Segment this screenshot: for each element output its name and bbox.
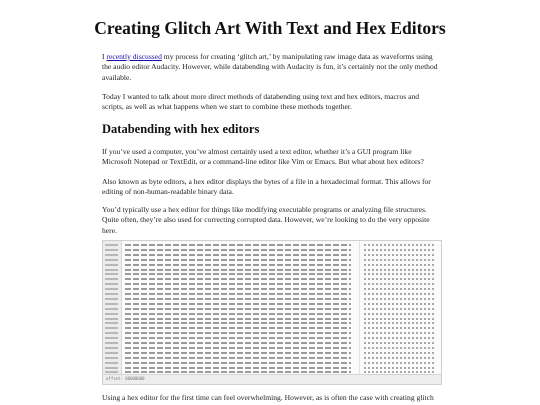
hex-bytes-grid — [125, 241, 353, 375]
hex-bytes-line — [125, 269, 351, 271]
hex-offset-line — [105, 308, 118, 310]
hex-offset-line — [105, 347, 118, 349]
paragraph-byte-editors: Also known as byte editors, a hex editor displays the bytes of a file in a hexadecimal format. This allows for editing of non-human-readable binary data. — [102, 177, 431, 197]
hex-offset-line — [105, 278, 118, 280]
hex-ascii-line — [364, 298, 434, 300]
hex-offset-line — [105, 367, 118, 369]
paragraph-text-editors: If you’ve used a computer, you’ve almost certainly used a text editor, whether it’s a GUI program like Microsoft Notepad or TextEdit, or a command-line editor like Vim or Emacs. But what about hex editors? — [102, 147, 424, 167]
hex-bytes-line — [125, 322, 351, 324]
hex-offset-line — [105, 322, 118, 324]
hex-bytes-line — [125, 357, 351, 359]
hex-offset-column — [103, 241, 122, 375]
hex-offset-line — [105, 288, 118, 290]
article-title: Creating Glitch Art With Text and Hex Editors — [94, 18, 446, 38]
hex-offset-line — [105, 244, 118, 246]
hex-ascii-line — [364, 352, 434, 354]
hex-ascii-line — [364, 313, 434, 315]
hex-offset-line — [105, 283, 118, 285]
hex-offset-line — [105, 362, 118, 364]
hex-ascii-column — [359, 241, 437, 375]
paragraph-databending-methods: Today I wanted to talk about more direct methods of databending using text and hex editors, macros and scripts, as well as what happens when we start to combine these methods together. — [102, 92, 420, 112]
paragraph-hex-editor-uses: You’d typically use a hex editor for things like modifying executable programs or analyzing file structures. Quite often, they’re also used for correcting corrupted data. However, we’re looking to do the very opposite here. — [102, 205, 430, 235]
hex-ascii-line — [364, 278, 434, 280]
hex-offset-line — [105, 273, 118, 275]
intro-paragraph — [102, 52, 442, 83]
hex-bytes-line — [125, 347, 351, 349]
hex-offset-line — [105, 303, 118, 305]
hex-bytes-line — [125, 254, 351, 256]
hex-ascii-line — [364, 322, 434, 324]
hex-offset-line — [105, 249, 118, 251]
hex-ascii-line — [364, 332, 434, 334]
hex-offset-line — [105, 254, 118, 256]
hex-editor-screenshot — [102, 240, 442, 385]
hex-bytes-line — [125, 327, 351, 329]
hex-bytes-line — [125, 264, 351, 266]
hex-bytes-line — [125, 308, 351, 310]
hex-bytes-line — [125, 298, 351, 300]
hex-bytes-line — [125, 288, 351, 290]
hex-ascii-line — [364, 347, 434, 349]
hex-bytes-line — [125, 362, 351, 364]
hex-bytes-line — [125, 337, 351, 339]
hex-offset-line — [105, 293, 118, 295]
hex-offset-line — [105, 259, 118, 261]
hex-bytes-line — [125, 278, 351, 280]
hex-ascii-line — [364, 357, 434, 359]
hex-bytes-line — [125, 293, 351, 295]
hex-bytes-line — [125, 342, 351, 344]
hex-ascii-line — [364, 327, 434, 329]
hex-status-text: offset: 00000000 — [106, 376, 145, 381]
hex-ascii-line — [364, 264, 434, 266]
hex-offset-line — [105, 357, 118, 359]
hex-offset-line — [105, 313, 118, 315]
hex-ascii-line — [364, 342, 434, 344]
hex-offset-line — [105, 342, 118, 344]
hex-bytes-line — [125, 303, 351, 305]
section-heading: Databending with hex editors — [102, 122, 260, 136]
hex-bytes-line — [125, 283, 351, 285]
hex-bytes-line — [125, 352, 351, 354]
hex-ascii-line — [364, 244, 434, 246]
hex-offset-line — [105, 337, 118, 339]
hex-offset-line — [105, 352, 118, 354]
hex-ascii-line — [364, 269, 434, 271]
hex-ascii-line — [364, 367, 434, 369]
hex-ascii-line — [364, 254, 434, 256]
hex-ascii-line — [364, 288, 434, 290]
hex-bytes-line — [125, 367, 351, 369]
hex-ascii-line — [364, 362, 434, 364]
hex-ascii-line — [364, 273, 434, 275]
hex-ascii-line — [364, 303, 434, 305]
hex-bytes-line — [125, 332, 351, 334]
hex-ascii-line — [364, 318, 434, 320]
hex-bytes-line — [125, 259, 351, 261]
hex-offset-line — [105, 327, 118, 329]
hex-offset-line — [105, 298, 118, 300]
hex-ascii-line — [364, 308, 434, 310]
hex-bytes-line — [125, 249, 351, 251]
hex-ascii-line — [364, 337, 434, 339]
hex-offset-line — [105, 332, 118, 334]
hex-ascii-line — [364, 249, 434, 251]
intro-suffix: my process for creating ‘glitch art,’ by manipulating raw image data as waveforms using the audio editor Audacity. However, while databending with Audacity is fun, it’s certainly not the only method available. — [102, 52, 438, 82]
hex-status-bar — [103, 374, 441, 384]
hex-bytes-line — [125, 318, 351, 320]
hex-bytes-line — [125, 244, 351, 246]
hex-ascii-line — [364, 259, 434, 261]
hex-ascii-line — [364, 283, 434, 285]
intro-prefix: I — [102, 52, 107, 61]
paragraph-overwhelming: Using a hex editor for the first time can feel overwhelming. However, as is often the case with creating glitch — [102, 393, 434, 402]
recently-discussed-link[interactable]: recently discussed — [106, 52, 162, 61]
hex-bytes-line — [125, 313, 351, 315]
hex-offset-line — [105, 269, 118, 271]
hex-editor-body — [103, 241, 441, 375]
hex-bytes-line — [125, 273, 351, 275]
hex-offset-line — [105, 318, 118, 320]
hex-offset-line — [105, 264, 118, 266]
hex-ascii-line — [364, 293, 434, 295]
